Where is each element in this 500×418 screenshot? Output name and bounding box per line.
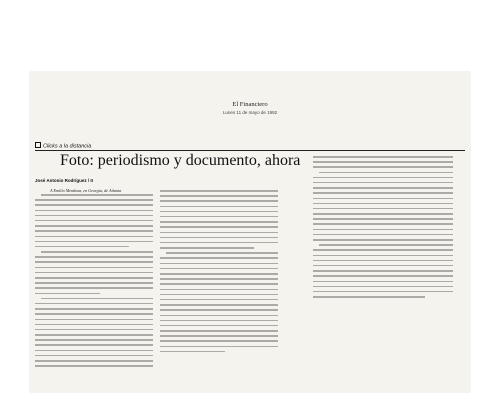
section-rule — [35, 150, 465, 151]
text-line — [313, 270, 453, 272]
text-line — [160, 226, 278, 228]
text-line — [160, 320, 278, 322]
text-line — [35, 236, 153, 238]
text-line — [160, 294, 278, 296]
text-line — [160, 247, 254, 249]
text-line — [319, 244, 453, 246]
text-line — [160, 195, 278, 197]
text-line — [313, 223, 453, 225]
text-line — [160, 211, 278, 213]
text-line — [313, 182, 453, 184]
text-line — [160, 237, 278, 239]
text-line — [160, 289, 278, 291]
text-line — [313, 265, 453, 267]
text-line — [35, 199, 153, 201]
text-line — [35, 334, 153, 336]
text-line — [313, 198, 453, 200]
text-line — [160, 268, 278, 270]
text-line — [35, 329, 153, 331]
text-line — [41, 194, 153, 196]
text-line — [41, 251, 153, 253]
text-line — [160, 330, 278, 332]
text-line — [313, 234, 453, 236]
text-line — [35, 319, 153, 321]
text-line — [35, 210, 153, 212]
text-line — [160, 257, 278, 259]
text-line — [313, 239, 453, 241]
text-line — [35, 360, 153, 362]
text-line — [35, 225, 153, 227]
text-line — [313, 166, 453, 168]
text-line — [313, 161, 453, 163]
text-line — [160, 232, 278, 234]
text-line — [313, 249, 453, 251]
text-line — [35, 308, 153, 310]
article-column-2 — [160, 190, 278, 362]
text-line — [160, 335, 278, 337]
text-line — [35, 287, 153, 289]
text-line — [160, 304, 278, 306]
text-line — [166, 252, 278, 254]
text-line — [160, 315, 278, 317]
text-line — [35, 344, 153, 346]
text-line — [35, 241, 153, 243]
text-line — [35, 282, 153, 284]
text-line — [160, 206, 278, 208]
text-line — [313, 229, 453, 231]
text-line — [160, 278, 278, 280]
text-line — [160, 325, 278, 327]
text-line — [313, 291, 453, 293]
section-header — [35, 142, 91, 150]
publication-date: Lunes 11 de mayo de 1992 — [222, 110, 278, 115]
text-line — [160, 263, 278, 265]
text-line — [35, 204, 153, 206]
text-line — [313, 213, 453, 215]
text-line — [35, 246, 129, 248]
text-line — [35, 313, 153, 315]
newspaper-name: El Financiero — [232, 101, 268, 108]
text-line — [160, 221, 278, 223]
text-line — [160, 309, 278, 311]
text-line — [41, 298, 153, 300]
text-line — [160, 216, 278, 218]
text-line — [35, 339, 153, 341]
article-byline: José Antonio Rodríguez / II — [35, 178, 93, 183]
text-line — [313, 203, 453, 205]
article-column-1 — [35, 194, 153, 374]
text-line — [313, 192, 453, 194]
text-line — [35, 303, 153, 305]
text-line — [35, 350, 153, 352]
text-line — [313, 255, 453, 257]
text-line — [35, 272, 153, 274]
text-line — [313, 296, 425, 298]
text-line — [313, 260, 453, 262]
text-line — [35, 261, 153, 263]
article-headline: Foto: periodismo y documento, ahora — [60, 152, 301, 169]
text-line — [160, 346, 278, 348]
text-line — [160, 340, 278, 342]
text-line — [35, 324, 153, 326]
text-line — [313, 218, 453, 220]
article-column-3 — [313, 156, 453, 308]
text-line — [313, 187, 453, 189]
section-label: Clicks a la distancia — [43, 143, 92, 150]
text-line — [160, 283, 278, 285]
text-line — [35, 215, 153, 217]
text-line — [160, 273, 278, 275]
article-epigraph: A Emilio Mendoza, en Georgia, de Atlanta — [50, 188, 122, 193]
text-line — [319, 172, 453, 174]
text-line — [160, 242, 278, 244]
section-box-icon — [35, 142, 41, 148]
text-line — [35, 256, 153, 258]
text-line — [313, 208, 453, 210]
text-line — [313, 156, 453, 158]
text-line — [160, 351, 225, 353]
text-line — [313, 281, 453, 283]
text-line — [313, 177, 453, 179]
text-line — [313, 275, 453, 277]
text-line — [160, 190, 278, 192]
text-line — [160, 200, 278, 202]
text-line — [35, 267, 153, 269]
text-line — [313, 286, 453, 288]
text-line — [160, 299, 278, 301]
text-line — [35, 277, 153, 279]
text-line — [35, 230, 153, 232]
text-line — [35, 365, 153, 367]
text-line — [35, 293, 100, 295]
text-line — [35, 220, 153, 222]
text-line — [35, 355, 153, 357]
